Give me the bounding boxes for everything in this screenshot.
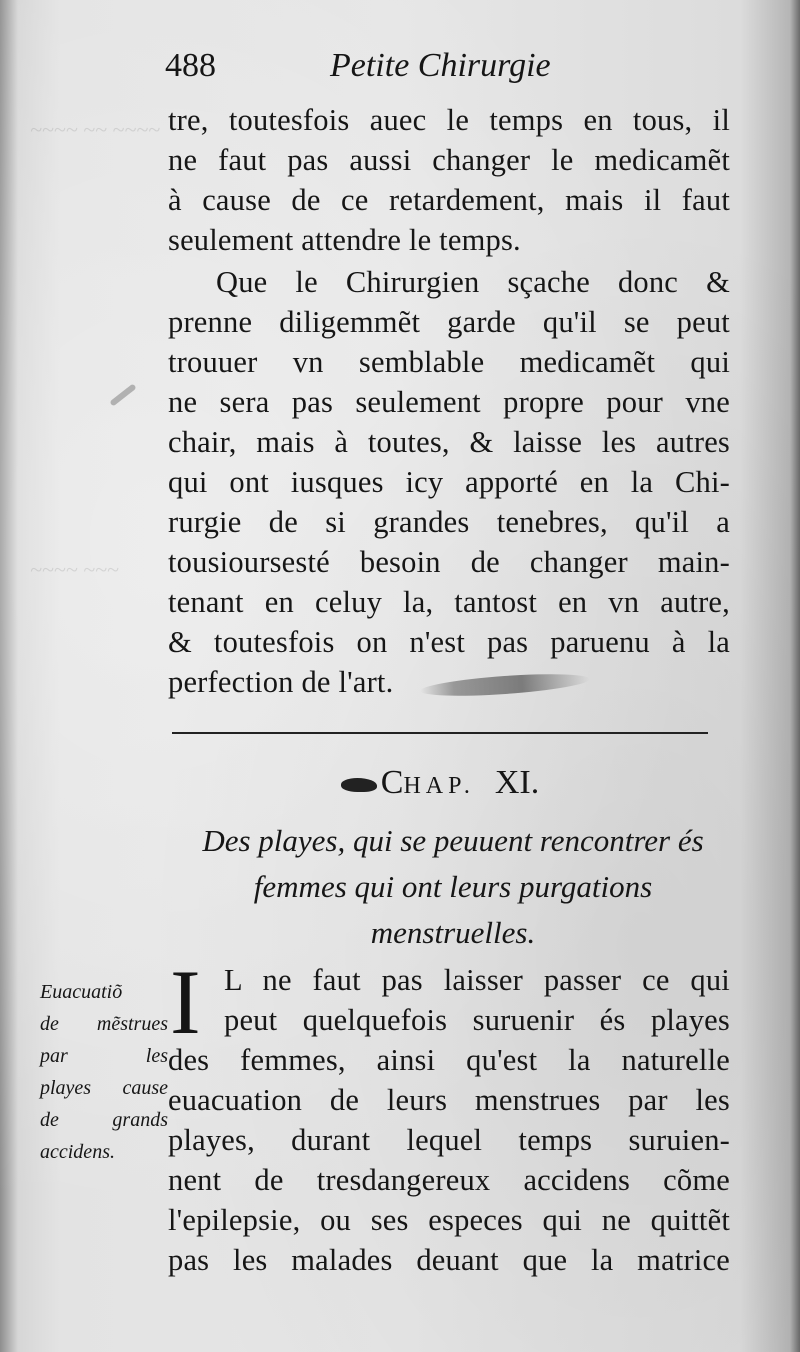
page-header [165,40,725,92]
running-head: Petite Chirurgie [330,47,551,84]
marginal-note-line: playes cause [40,1077,168,1099]
text-line: qui ont iusques icy apporté en la Chi- [168,465,730,499]
chapter-number: XI. [494,764,540,801]
page-number: 488 [165,47,216,84]
text-line: peut quelquefois suruenir és playes [224,1003,730,1037]
chapter-title-line: femmes qui ont leurs purgations [253,869,653,904]
text-line: & toutesfois on n'est pas paruenu à la [168,625,730,659]
chapter-title-line: Des playes, qui se peuuent rencontrer és [202,823,704,858]
ink-smudge [109,383,136,406]
text-line: perfection de l'art. [168,665,394,699]
text-line: nent de tresdangereux accidens cõme [168,1163,730,1197]
text-line: ne faut pas aussi changer le medicamẽt [168,143,730,177]
section-rule [172,732,708,734]
text-line: seulement attendre le temps. [168,223,521,257]
marginal-note [40,976,168,1168]
marginal-note-line: par les [40,1045,168,1067]
text-line: rurgie de si grandes tenebres, qu'il a [168,505,730,539]
text-line: pas les malades deuant que la matrice [168,1243,730,1277]
paragraph-continued [168,100,730,260]
chapter-prefix-initial: C [380,764,404,801]
paragraph-surgeon [168,262,730,702]
text-line: playes, durant lequel temps suruien- [168,1123,730,1157]
text-line: prenne diligemmẽt garde qu'il se peut [168,305,730,339]
show-through-text: ~~~~ ~~ ~~~~ [30,117,160,142]
text-line: Que le Chirurgien sçache donc & [216,265,730,299]
text-line: ne sera pas seulement propre pour vne [168,385,730,419]
marginal-note-line: Euacuatiõ [40,981,123,1003]
text-line: euacuation de leurs menstrues par les [168,1083,730,1117]
marginal-note-line: de grands [40,1109,168,1131]
text-line: chair, mais à toutes, & laisse les autres [168,425,730,459]
chapter-title [172,818,734,956]
text-line: à cause de ce retardement, mais il faut [168,183,730,217]
paragraph-wounds [168,951,730,1280]
fleuron-ornament-icon [341,778,377,792]
chapter-title-line: menstruelles. [370,915,536,950]
chapter-heading [172,758,708,808]
text-line: des femmes, ainsi qu'est la naturelle [168,1043,730,1077]
chapter-prefix: HAP. [403,773,475,799]
marginal-note-line: accidens. [40,1141,115,1163]
text-line: l'epilepsie, ou ses especes qui ne quittẽt [168,1203,730,1237]
marginal-note-line: de mẽstrues [40,1013,168,1035]
text-line: L ne faut pas laisser passer ce qui [224,963,730,997]
text-line: tenant en celuy la, tantost en vn autre, [168,585,730,619]
text-line: tre, toutesfois auec le temps en tous, il [168,103,730,137]
text-line: trouuer vn semblable medicamẽt qui [168,345,730,379]
text-line: tousioursesté besoin de changer main- [168,545,730,579]
drop-cap: I [170,951,201,1053]
show-through-text: ~~~~ ~~~ [30,557,119,582]
